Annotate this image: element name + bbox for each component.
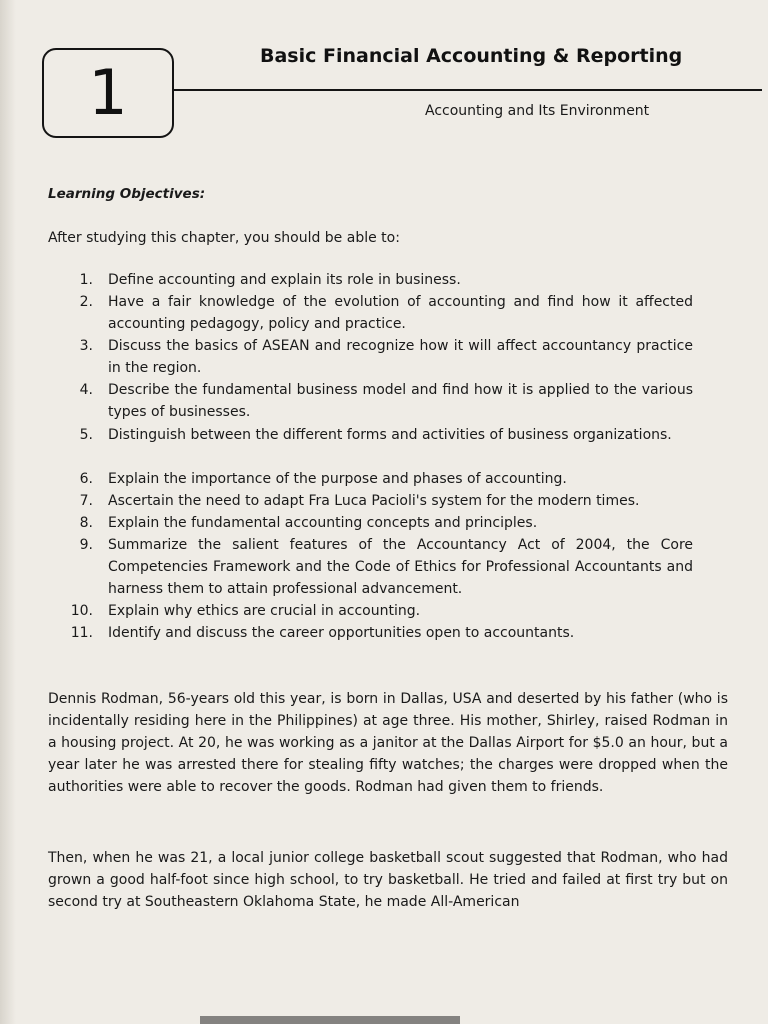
list-item-text: Explain why ethics are crucial in accounting. (108, 603, 421, 619)
list-item-text: Distinguish between the different forms and activities of business organizations. (108, 427, 672, 443)
list-item-text: Define accounting and explain its role in business. (108, 272, 461, 288)
list-item-number: 6. (79, 471, 93, 487)
list-item-number: 1. (79, 272, 93, 288)
learning-objectives-heading: Learning Objectives: (48, 186, 206, 202)
list-item-text: Explain the fundamental accounting concepts and principles. (108, 515, 538, 531)
list-item-number: 8. (79, 515, 93, 531)
body-paragraph: Dennis Rodman, 56-years old this year, is born in Dallas, USA and deserted by his father (who is incidentally residing here in the Philippines) at age three. His mother, Shirley, raised Rodman in a housing project. At 20, he was working as a janitor at the Dallas Airport for $5.0 an hour, but a year later he was arrested there for stealing fifty watches; the charges were dropped when the authorities were able to recover the goods. Rodman had given them to friends. (48, 691, 728, 795)
list-item-number: 7. (79, 493, 93, 509)
list-item-number: 3. (79, 338, 93, 354)
chapter-title: Accounting and Its Environment (425, 103, 650, 119)
list-item-text: Summarize the salient features of the Accountancy Act of 2004, the Core Competencies Framework and the Code of Ethics for Professional Accountants and harness them to attain professional advancement. (108, 537, 693, 597)
body-paragraph: Then, when he was 21, a local junior college basketball scout suggested that Rodman, who had grown a good half-foot since high school, to try basketball. He tried and failed at first try but on second try at Southeastern Oklahoma State, he made All-American (48, 850, 728, 910)
list-item-text: Explain the importance of the purpose and phases of accounting. (108, 471, 567, 487)
list-item-number: 4. (79, 382, 93, 398)
book-title: Basic Financial Accounting & Reporting (260, 45, 683, 67)
list-item-text: Discuss the basics of ASEAN and recognize how it will affect accountancy practice in the region. (108, 338, 693, 376)
list-item-number: 11. (70, 625, 93, 641)
list-item-number: 9. (79, 537, 93, 553)
list-item-number: 2. (79, 294, 93, 310)
list-item-text: Ascertain the need to adapt Fra Luca Pacioli's system for the modern times. (108, 493, 640, 509)
list-item-number: 10. (70, 603, 93, 619)
list-item-text: Describe the fundamental business model and find how it is applied to the various types of businesses. (108, 382, 693, 420)
list-item-text: Identify and discuss the career opportunities open to accountants. (108, 625, 575, 641)
list-item-text: Have a fair knowledge of the evolution of accounting and find how it affected accounting pedagogy, policy and practice. (108, 294, 693, 332)
footer-scan-artifact (200, 1016, 460, 1024)
learning-objectives-intro: After studying this chapter, you should be able to: (48, 230, 400, 246)
list-item-number: 5. (79, 427, 93, 443)
chapter-number: 1 (88, 56, 128, 129)
